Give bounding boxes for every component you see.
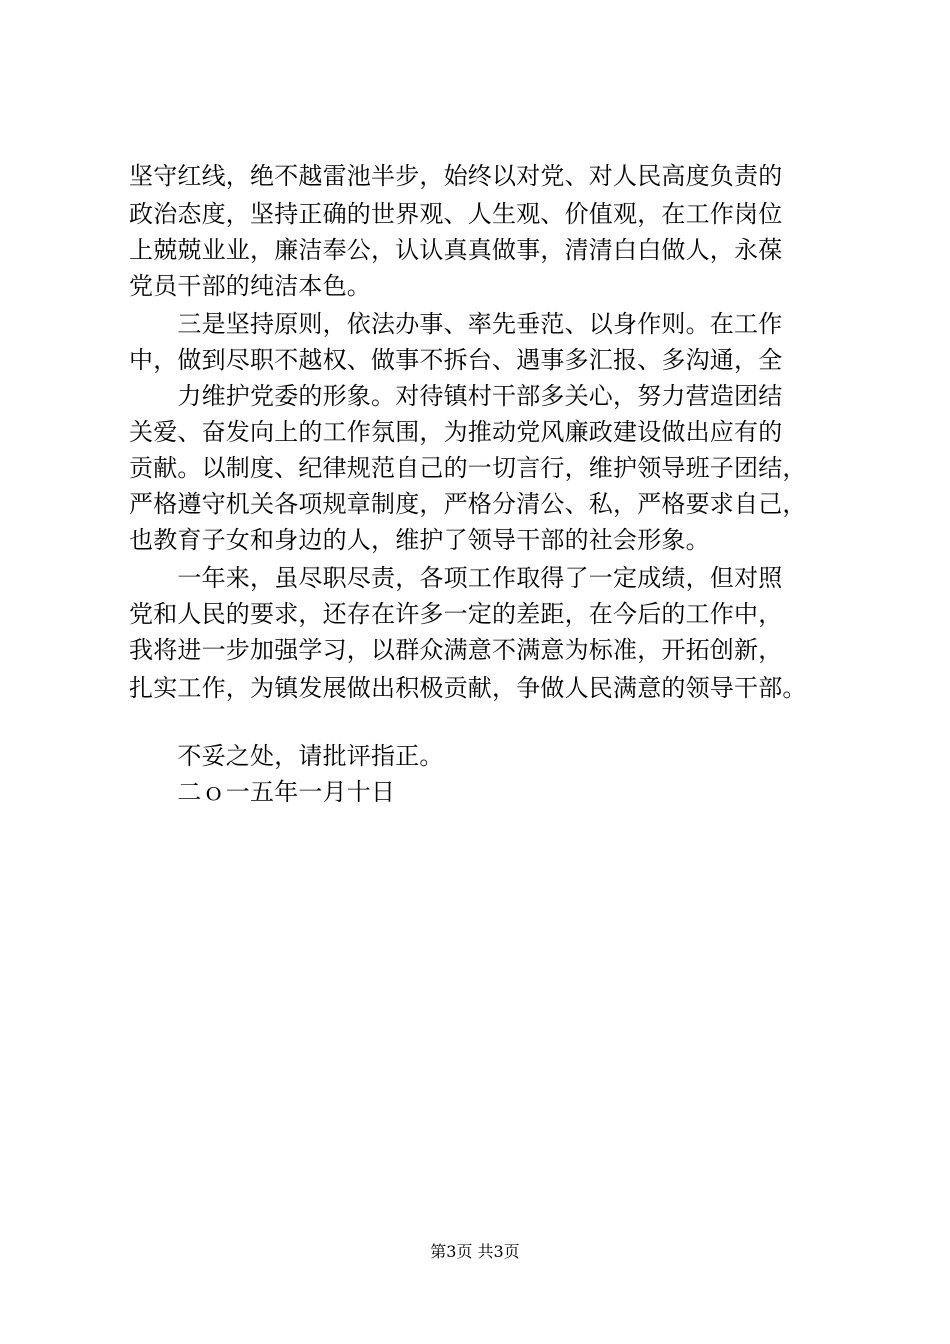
body-line-15: 扎实工作，为镇发展做出积极贡献，争做人民满意的领导干部。 — [129, 674, 807, 702]
body-line-3: 上兢兢业业，廉洁奉公，认认真真做事，清清白白做人，永葆 — [129, 236, 783, 264]
body-line-5: 三是坚持原则，依法办事、率先垂范、以身作则。在工作 — [129, 310, 783, 338]
body-line-13: 党和人民的要求，还存在许多一定的差距，在今后的工作中， — [129, 600, 783, 628]
body-line-4: 党员干部的纯洁本色。 — [129, 272, 371, 300]
body-line-1: 坚守红线，绝不越雷池半步，始终以对党、对人民高度负责的 — [129, 162, 783, 190]
body-line-11: 也教育子女和身边的人，维护了领导干部的社会形象。 — [129, 526, 710, 554]
body-line-14: 我将进一步加强学习，以群众满意不满意为标准，开拓创新， — [129, 636, 783, 664]
closing-remark: 不妥之处，请批评指正。 — [129, 742, 444, 770]
body-line-9: 贡献。以制度、纪律规范自己的一切言行，维护领导班子团结， — [129, 454, 807, 482]
document-date: 二ｏ一五年一月十日 — [129, 778, 396, 806]
body-line-10: 严格遵守机关各项规章制度，严格分清公、私，严格要求自己， — [129, 490, 807, 518]
body-line-8: 关爱、奋发向上的工作氛围，为推动党风廉政建设做出应有的 — [129, 418, 783, 446]
body-line-7: 力维护党委的形象。对待镇村干部多关心，努力营造团结 — [129, 382, 783, 410]
body-line-6: 中，做到尽职不越权、做事不拆台、遇事多汇报、多沟通，全 — [129, 346, 783, 374]
page-footer: 第3页 共3页 — [430, 1242, 520, 1261]
body-line-12: 一年来，虽尽职尽责，各项工作取得了一定成绩，但对照 — [129, 564, 783, 592]
body-line-2: 政治态度，坚持正确的世界观、人生观、价值观，在工作岗位 — [129, 200, 783, 228]
